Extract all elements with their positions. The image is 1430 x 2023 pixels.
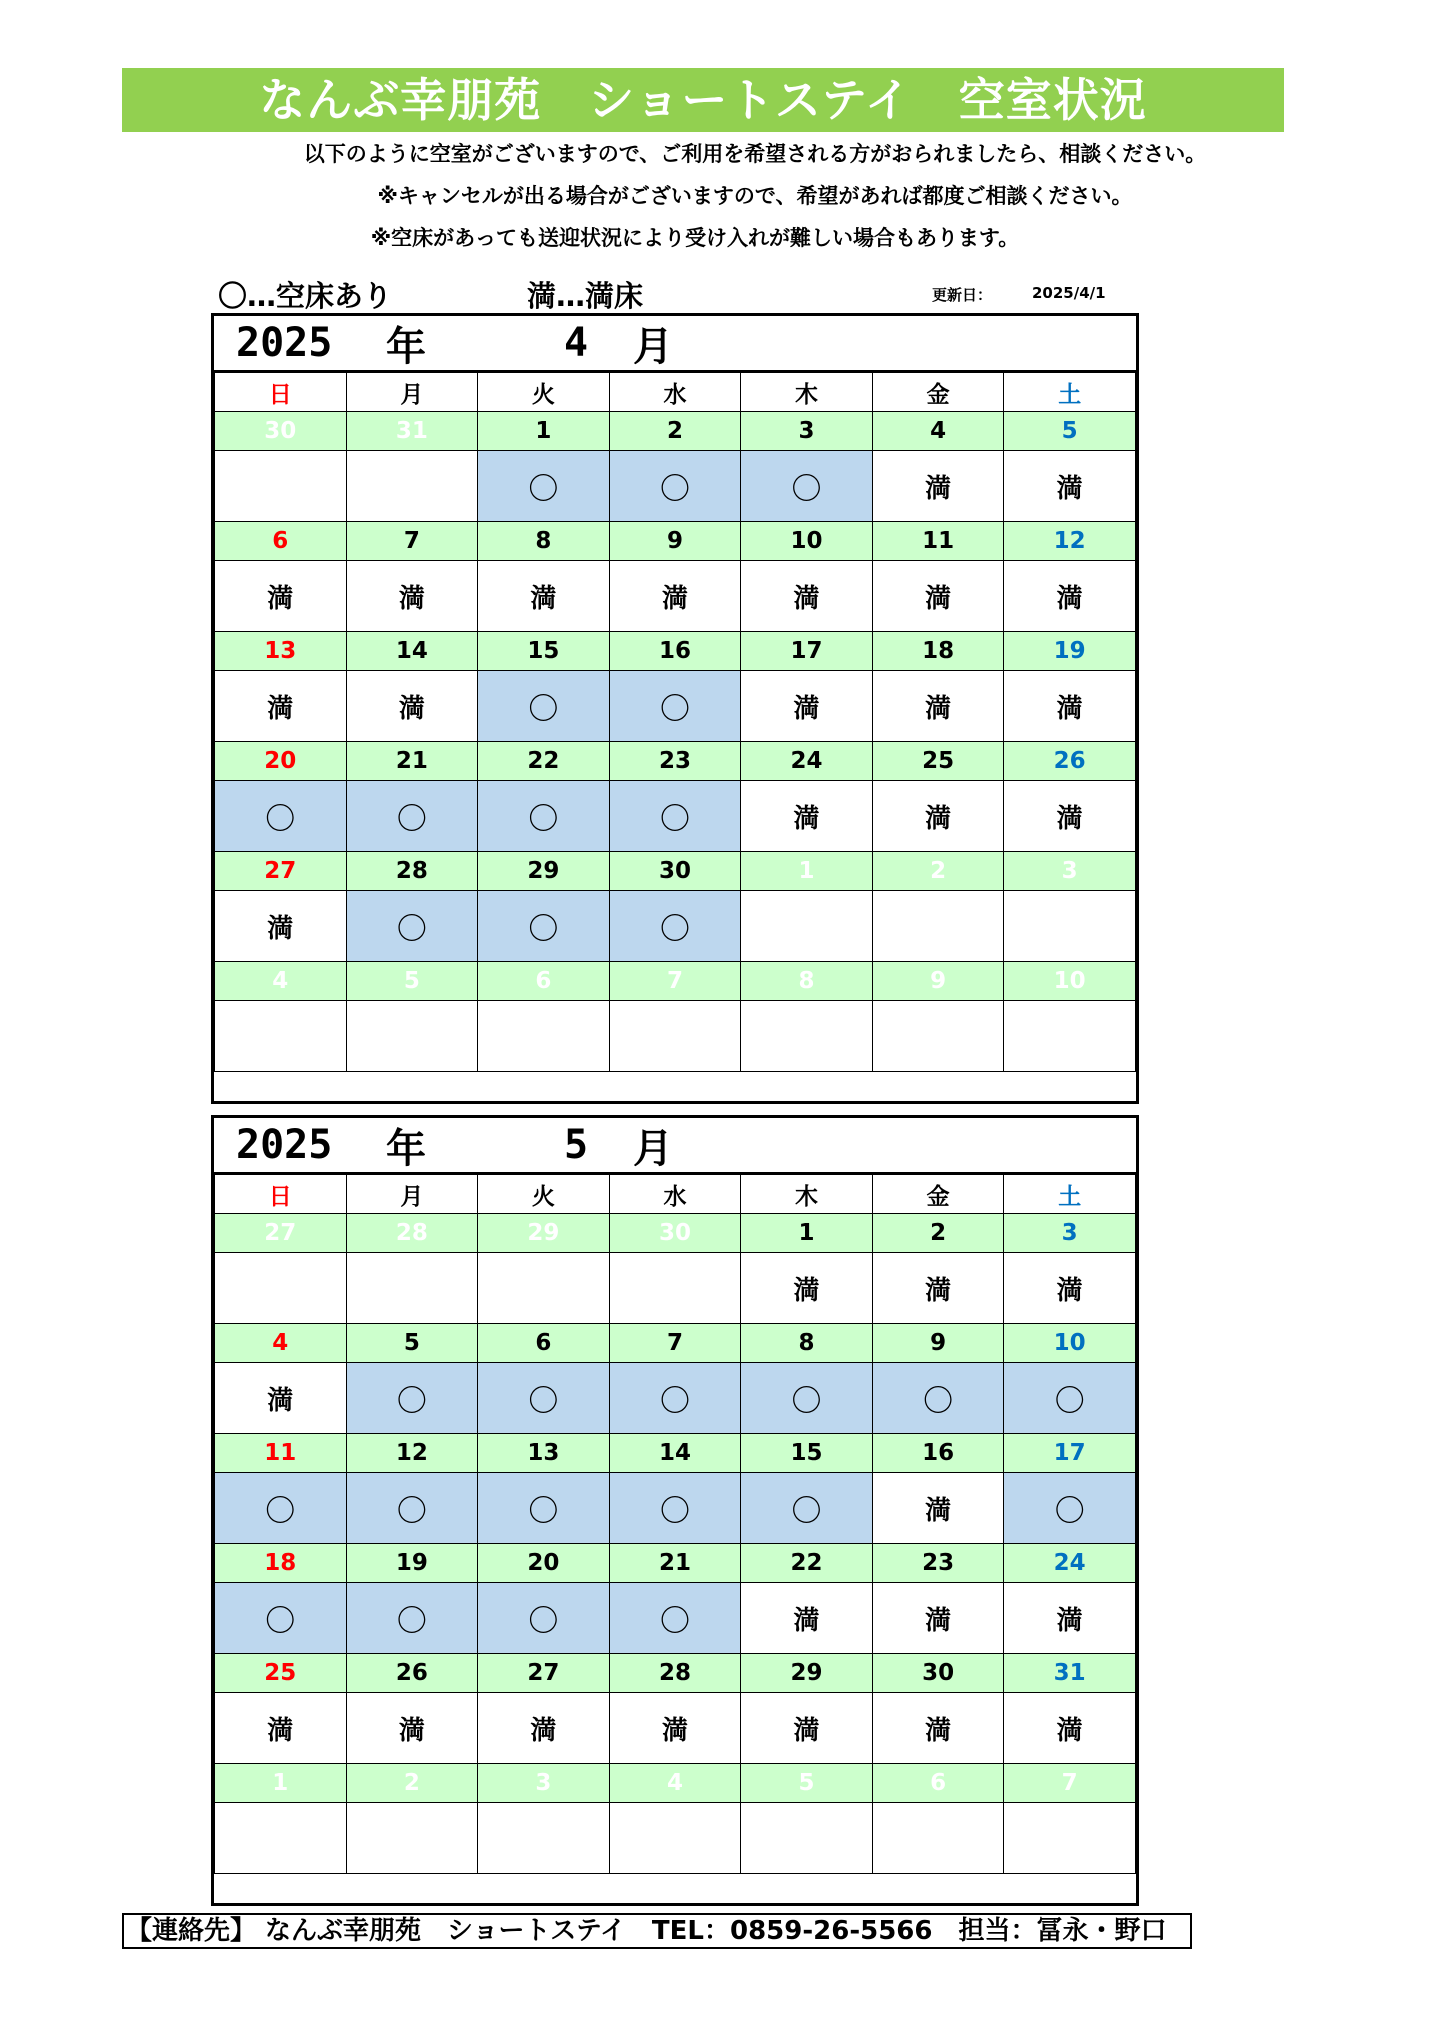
status-row xyxy=(215,1001,1136,1072)
date-cell: 7 xyxy=(609,1324,741,1363)
legend-vacant: 〇…空床あり xyxy=(218,279,393,313)
status-cell: 満 xyxy=(741,671,873,742)
weekday-label: 木 xyxy=(741,373,873,412)
weekday-label: 土 xyxy=(1004,373,1136,412)
date-cell: 7 xyxy=(609,962,741,1001)
status-cell: 〇 xyxy=(609,891,741,962)
contact-footer: 【連絡先】 なんぶ幸朋苑 ショートステイ TEL：0859-26-5566 担当：冨永・野口 xyxy=(122,1913,1192,1949)
notice-line-2: ※キャンセルが出る場合がございますので、希望があれば都度ご相談ください。 xyxy=(377,184,1133,208)
status-cell: 〇 xyxy=(609,451,741,522)
date-cell: 11 xyxy=(872,522,1004,561)
status-row xyxy=(215,1693,1136,1764)
notice-line-1: 以下のように空室がございますので、ご利用を希望される方がおられましたら、相談ください。 xyxy=(303,142,1207,166)
calendar-year: 2025 xyxy=(236,1122,333,1168)
status-cell: 満 xyxy=(478,561,610,632)
status-cell: 〇 xyxy=(741,1473,873,1544)
date-cell: 22 xyxy=(478,742,610,781)
date-cell: 4 xyxy=(872,412,1004,451)
status-row xyxy=(215,1583,1136,1654)
date-cell: 10 xyxy=(741,522,873,561)
date-cell: 6 xyxy=(478,1324,610,1363)
date-cell: 17 xyxy=(1004,1434,1136,1473)
status-row xyxy=(215,671,1136,742)
status-cell: 〇 xyxy=(609,1363,741,1434)
status-cell: 〇 xyxy=(741,451,873,522)
date-cell: 19 xyxy=(346,1544,478,1583)
weekday-header-row xyxy=(215,1175,1136,1214)
status-row xyxy=(215,561,1136,632)
status-cell: 〇 xyxy=(346,891,478,962)
status-cell: 満 xyxy=(215,891,347,962)
date-cell: 30 xyxy=(215,412,347,451)
weekday-label: 土 xyxy=(1004,1175,1136,1214)
status-cell: 満 xyxy=(1004,1583,1136,1654)
date-cell: 3 xyxy=(1004,1214,1136,1253)
status-cell: 満 xyxy=(872,451,1004,522)
date-cell: 16 xyxy=(872,1434,1004,1473)
status-cell: 満 xyxy=(1004,781,1136,852)
calendar-april xyxy=(211,313,1139,1104)
date-cell: 9 xyxy=(872,962,1004,1001)
status-cell: 満 xyxy=(1004,671,1136,742)
status-cell xyxy=(609,1803,741,1874)
status-cell: 〇 xyxy=(346,1473,478,1544)
calendar-month: 4 xyxy=(563,320,589,366)
date-row xyxy=(215,1214,1136,1253)
status-cell: 満 xyxy=(872,1693,1004,1764)
date-cell: 30 xyxy=(609,1214,741,1253)
status-cell: 〇 xyxy=(478,451,610,522)
date-cell: 15 xyxy=(478,632,610,671)
status-cell: 満 xyxy=(215,1693,347,1764)
weekday-label: 日 xyxy=(215,1175,347,1214)
status-cell: 満 xyxy=(1004,451,1136,522)
date-row xyxy=(215,522,1136,561)
updated-date: 2025/4/1 xyxy=(1032,284,1106,302)
status-cell xyxy=(1004,1803,1136,1874)
date-cell: 8 xyxy=(741,1324,873,1363)
status-cell xyxy=(346,1001,478,1072)
date-cell: 11 xyxy=(215,1434,347,1473)
status-cell xyxy=(478,1803,610,1874)
status-cell: 〇 xyxy=(609,671,741,742)
date-cell: 31 xyxy=(1004,1654,1136,1693)
date-cell: 1 xyxy=(215,1764,347,1803)
status-cell: 〇 xyxy=(478,891,610,962)
date-cell: 16 xyxy=(609,632,741,671)
status-cell: 〇 xyxy=(478,781,610,852)
calendar-month: 5 xyxy=(563,1122,589,1168)
date-cell: 2 xyxy=(609,412,741,451)
date-row xyxy=(215,962,1136,1001)
date-cell: 26 xyxy=(1004,742,1136,781)
date-cell: 3 xyxy=(741,412,873,451)
date-cell: 5 xyxy=(346,1324,478,1363)
status-cell xyxy=(741,1803,873,1874)
date-cell: 30 xyxy=(609,852,741,891)
status-cell: 〇 xyxy=(215,1473,347,1544)
date-row xyxy=(215,1764,1136,1803)
weekday-label: 金 xyxy=(872,1175,1004,1214)
date-cell: 3 xyxy=(478,1764,610,1803)
status-cell: 満 xyxy=(609,561,741,632)
date-cell: 2 xyxy=(346,1764,478,1803)
date-cell: 13 xyxy=(478,1434,610,1473)
date-cell: 1 xyxy=(478,412,610,451)
status-row xyxy=(215,1473,1136,1544)
date-cell: 8 xyxy=(478,522,610,561)
date-cell: 4 xyxy=(609,1764,741,1803)
date-cell: 4 xyxy=(215,1324,347,1363)
weekday-label: 金 xyxy=(872,373,1004,412)
date-cell: 1 xyxy=(741,1214,873,1253)
date-cell: 2 xyxy=(872,852,1004,891)
weekday-label: 水 xyxy=(609,1175,741,1214)
status-cell: 〇 xyxy=(478,671,610,742)
status-cell xyxy=(346,1253,478,1324)
status-cell: 満 xyxy=(215,1363,347,1434)
date-cell: 12 xyxy=(346,1434,478,1473)
calendar-month-unit: 月 xyxy=(633,323,673,370)
weekday-header-row xyxy=(215,373,1136,412)
date-cell: 14 xyxy=(346,632,478,671)
date-row xyxy=(215,632,1136,671)
status-row xyxy=(215,451,1136,522)
status-cell: 〇 xyxy=(1004,1473,1136,1544)
status-cell xyxy=(215,1803,347,1874)
date-cell: 17 xyxy=(741,632,873,671)
status-cell: 満 xyxy=(741,1583,873,1654)
status-cell: 〇 xyxy=(609,1473,741,1544)
status-cell xyxy=(1004,1001,1136,1072)
status-row xyxy=(215,781,1136,852)
status-row xyxy=(215,1803,1136,1874)
status-row xyxy=(215,891,1136,962)
status-cell: 満 xyxy=(872,1473,1004,1544)
date-cell: 1 xyxy=(741,852,873,891)
status-cell xyxy=(609,1001,741,1072)
weekday-label: 火 xyxy=(478,373,610,412)
status-cell xyxy=(215,1001,347,1072)
status-cell xyxy=(741,891,873,962)
status-cell: 満 xyxy=(609,1693,741,1764)
date-cell: 28 xyxy=(609,1654,741,1693)
status-cell: 満 xyxy=(741,1693,873,1764)
date-cell: 15 xyxy=(741,1434,873,1473)
status-cell xyxy=(215,451,347,522)
date-row xyxy=(215,1324,1136,1363)
status-cell: 〇 xyxy=(346,781,478,852)
date-cell: 23 xyxy=(609,742,741,781)
status-cell: 満 xyxy=(346,561,478,632)
status-cell: 〇 xyxy=(609,781,741,852)
date-row xyxy=(215,742,1136,781)
status-cell: 満 xyxy=(215,561,347,632)
weekday-label: 月 xyxy=(346,373,478,412)
weekday-label: 木 xyxy=(741,1175,873,1214)
status-cell: 〇 xyxy=(741,1363,873,1434)
date-cell: 3 xyxy=(1004,852,1136,891)
status-cell: 満 xyxy=(346,671,478,742)
status-cell xyxy=(1004,891,1136,962)
date-cell: 10 xyxy=(1004,1324,1136,1363)
date-cell: 9 xyxy=(872,1324,1004,1363)
status-cell xyxy=(872,1803,1004,1874)
date-cell: 10 xyxy=(1004,962,1136,1001)
date-cell: 25 xyxy=(872,742,1004,781)
notice-line-3: ※空床があっても送迎状況により受け入れが難しい場合もあります。 xyxy=(370,226,1020,250)
date-cell: 20 xyxy=(215,742,347,781)
status-cell xyxy=(478,1253,610,1324)
updated-label: 更新日： xyxy=(932,286,993,304)
status-cell: 満 xyxy=(741,781,873,852)
status-cell: 〇 xyxy=(346,1583,478,1654)
date-cell: 7 xyxy=(346,522,478,561)
date-cell: 21 xyxy=(609,1544,741,1583)
status-cell: 〇 xyxy=(1004,1363,1136,1434)
status-cell: 満 xyxy=(741,561,873,632)
date-cell: 8 xyxy=(741,962,873,1001)
page-title: なんぶ幸朋苑 ショートステイ 空室状況 xyxy=(122,68,1284,132)
date-cell: 20 xyxy=(478,1544,610,1583)
status-cell: 満 xyxy=(346,1693,478,1764)
date-cell: 31 xyxy=(346,412,478,451)
status-cell: 満 xyxy=(872,1583,1004,1654)
date-cell: 14 xyxy=(609,1434,741,1473)
date-cell: 18 xyxy=(872,632,1004,671)
date-cell: 28 xyxy=(346,1214,478,1253)
date-row xyxy=(215,412,1136,451)
date-cell: 29 xyxy=(478,1214,610,1253)
status-cell: 満 xyxy=(215,671,347,742)
date-row xyxy=(215,1434,1136,1473)
date-cell: 25 xyxy=(215,1654,347,1693)
calendar-header xyxy=(214,316,1136,372)
date-cell: 27 xyxy=(478,1654,610,1693)
weekday-label: 日 xyxy=(215,373,347,412)
date-cell: 6 xyxy=(478,962,610,1001)
date-cell: 5 xyxy=(346,962,478,1001)
status-cell: 満 xyxy=(872,561,1004,632)
calendar-may xyxy=(211,1115,1139,1906)
status-cell xyxy=(346,1803,478,1874)
date-cell: 6 xyxy=(215,522,347,561)
date-cell: 5 xyxy=(1004,412,1136,451)
status-cell xyxy=(478,1001,610,1072)
status-cell: 〇 xyxy=(215,1583,347,1654)
date-cell: 22 xyxy=(741,1544,873,1583)
status-row xyxy=(215,1363,1136,1434)
date-cell: 23 xyxy=(872,1544,1004,1583)
status-cell: 〇 xyxy=(346,1363,478,1434)
status-cell xyxy=(872,891,1004,962)
status-cell: 〇 xyxy=(872,1363,1004,1434)
status-cell: 満 xyxy=(872,671,1004,742)
date-cell: 24 xyxy=(1004,1544,1136,1583)
date-cell: 7 xyxy=(1004,1764,1136,1803)
status-cell: 満 xyxy=(478,1693,610,1764)
date-cell: 9 xyxy=(609,522,741,561)
status-cell: 満 xyxy=(741,1253,873,1324)
calendar-month-unit: 月 xyxy=(633,1125,673,1172)
date-cell: 28 xyxy=(346,852,478,891)
date-cell: 2 xyxy=(872,1214,1004,1253)
weekday-label: 火 xyxy=(478,1175,610,1214)
status-cell: 満 xyxy=(1004,1693,1136,1764)
weekday-label: 月 xyxy=(346,1175,478,1214)
calendar-year: 2025 xyxy=(236,320,333,366)
status-cell: 満 xyxy=(1004,561,1136,632)
calendar-grid xyxy=(214,372,1136,1072)
status-cell: 〇 xyxy=(215,781,347,852)
date-cell: 13 xyxy=(215,632,347,671)
date-cell: 26 xyxy=(346,1654,478,1693)
calendar-year-unit: 年 xyxy=(386,323,426,370)
date-cell: 27 xyxy=(215,852,347,891)
status-cell xyxy=(609,1253,741,1324)
date-row xyxy=(215,1544,1136,1583)
status-cell: 満 xyxy=(872,1253,1004,1324)
status-cell xyxy=(872,1001,1004,1072)
date-cell: 18 xyxy=(215,1544,347,1583)
date-cell: 29 xyxy=(741,1654,873,1693)
date-cell: 29 xyxy=(478,852,610,891)
date-cell: 12 xyxy=(1004,522,1136,561)
calendar-header xyxy=(214,1118,1136,1174)
date-cell: 30 xyxy=(872,1654,1004,1693)
date-cell: 19 xyxy=(1004,632,1136,671)
date-cell: 21 xyxy=(346,742,478,781)
status-cell: 〇 xyxy=(478,1363,610,1434)
status-cell xyxy=(346,451,478,522)
calendar-year-unit: 年 xyxy=(386,1125,426,1172)
date-cell: 24 xyxy=(741,742,873,781)
status-cell: 満 xyxy=(1004,1253,1136,1324)
status-cell: 〇 xyxy=(478,1473,610,1544)
date-cell: 27 xyxy=(215,1214,347,1253)
calendar-grid xyxy=(214,1174,1136,1874)
status-cell: 満 xyxy=(872,781,1004,852)
status-cell xyxy=(215,1253,347,1324)
status-row xyxy=(215,1253,1136,1324)
date-row xyxy=(215,852,1136,891)
weekday-label: 水 xyxy=(609,373,741,412)
legend-full: 満…満床 xyxy=(527,279,644,313)
date-cell: 6 xyxy=(872,1764,1004,1803)
date-cell: 5 xyxy=(741,1764,873,1803)
status-cell: 〇 xyxy=(609,1583,741,1654)
date-cell: 4 xyxy=(215,962,347,1001)
status-cell xyxy=(741,1001,873,1072)
status-cell: 〇 xyxy=(478,1583,610,1654)
date-row xyxy=(215,1654,1136,1693)
